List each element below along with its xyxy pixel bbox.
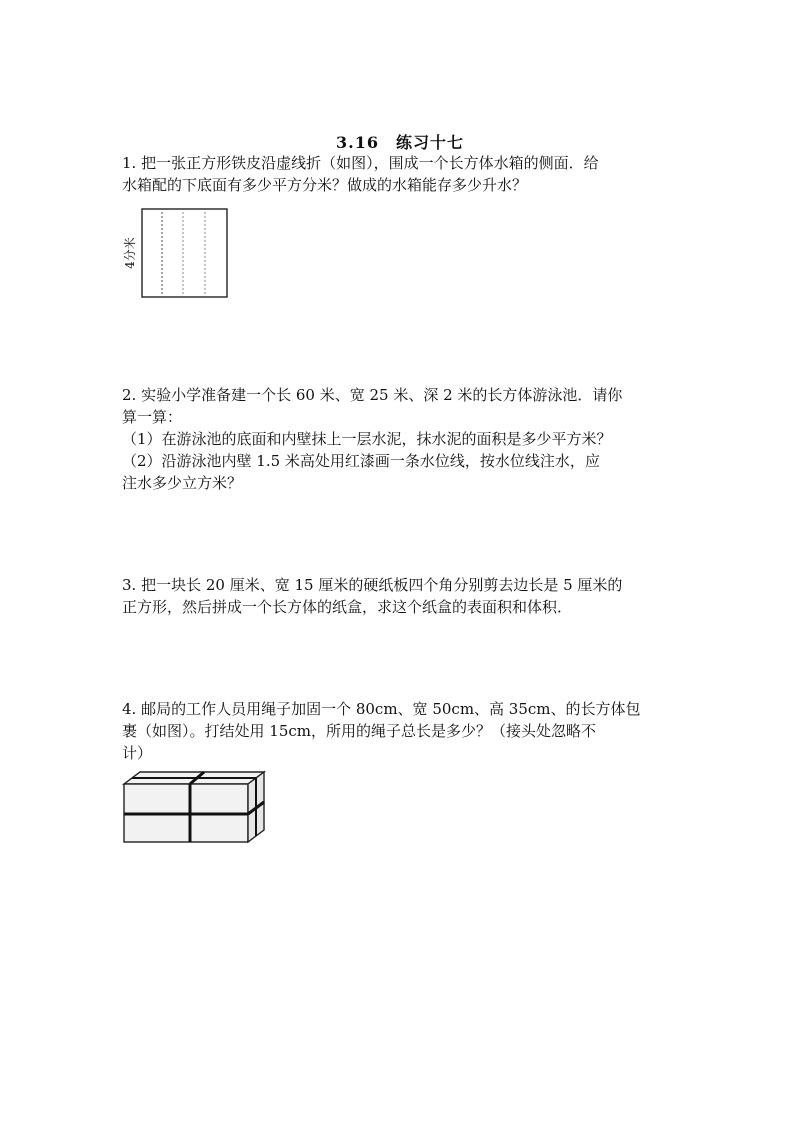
q2-line-2: 算一算： [122,408,183,426]
q1-line-1: 1. 把一张正方形铁皮沿虚线折（如图），围成一个长方体水箱的侧面．给 [122,154,599,172]
q3-line-2: 正方形，然后拼成一个长方体的纸盒，求这个纸盒的表面积和体积． [122,598,573,616]
q3-line-1: 3. 把一块长 20 厘米、宽 15 厘米的硬纸板四个角分别剪去边长是 5 厘米的 [122,576,623,594]
square-sheet-outline [142,209,227,297]
side-length-label: 4分米 [123,237,137,269]
q4-line-1: 4. 邮局的工作人员用绳子加固一个 80cm、宽 50cm、高 35cm、的长方体包 [122,700,641,718]
q2-line-4: （2）沿游泳池内壁 1.5 米高处用红漆画一条水位线，按水位线注水，应 [122,452,600,470]
q4-line-3: 计） [122,744,153,762]
page-title: 3.16 练习十七 [336,133,464,152]
folded-sheet-figure [118,206,230,300]
q4-line-2: 裹（如图）。打结处用 15cm，所用的绳子总长是多少？（接头处忽略不 [122,722,596,740]
q2-line-5: 注水多少立方米？ [122,474,243,492]
q1-line-2: 水箱配的下底面有多少平方分米？做成的水箱能存多少升水？ [122,176,528,194]
q2-line-3: （1）在游泳池的底面和内壁抹上一层水泥，抹水泥的面积是多少平方米？ [122,430,612,448]
q2-line-1: 2. 实验小学准备建一个长 60 米、宽 25 米、深 2 米的长方体游泳池．请你 [122,386,623,404]
tied-package-figure [118,768,270,848]
